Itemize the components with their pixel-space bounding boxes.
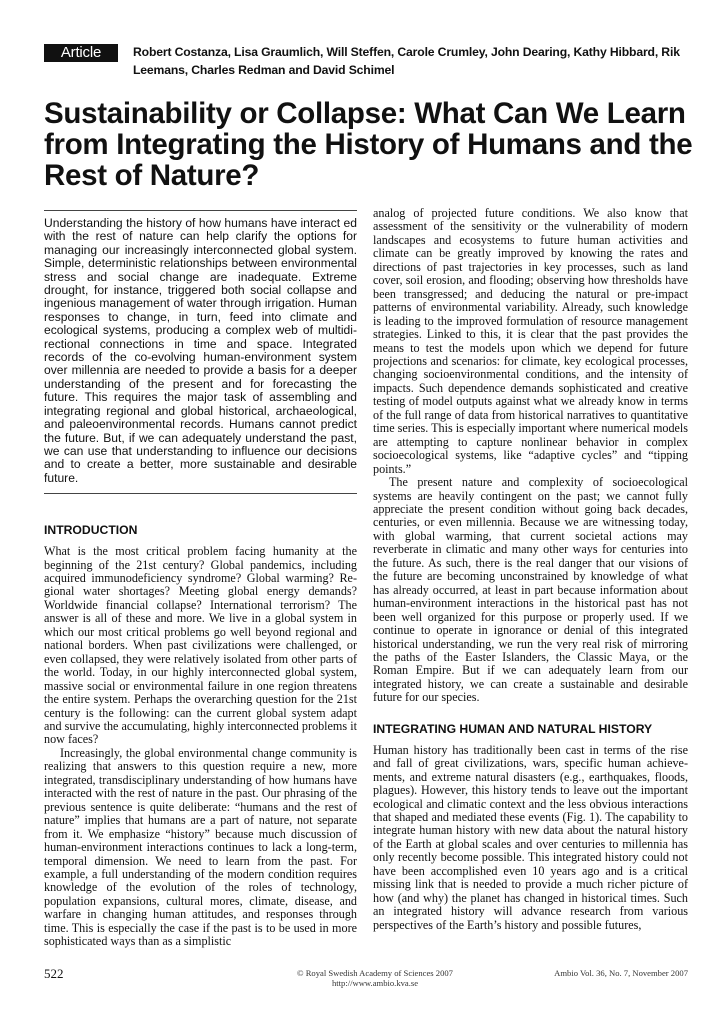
page-number: 522 [44, 966, 64, 981]
left-column [44, 210, 357, 949]
journal-url[interactable]: http://www.ambio.kva.se [331, 978, 419, 988]
journal-citation: Ambio Vol. 36, No. 7, November 2007 [554, 968, 688, 978]
section-heading-integrating: INTEGRATING HUMAN AND NATURAL HISTORY [373, 721, 653, 736]
article-type-badge: Article [44, 44, 118, 62]
footer-copyright-block [270, 968, 480, 988]
abstract: Understanding the history of how humans have interact ed with the rest of nature can help clarify the options for managing our increasingly interconnected global system. Simple, deterministic relationships between environmental stress and social change are inadequate. Extreme drought, for instance, triggered both social collapse and ingenious management of water through irrigation. Human responses to change, in turn, feed into climate and ecological systems, producing a complex web of multidirectional connections in time and space. Integrated records of the co-evolving human-environment system over millennia are needed to provide a basis for a deeper understanding of the present and for forecasting the future. This requires the major task of assembling and integrating regional and global historical, archaeological, and paleoenvironmental records. Humans cannot predict the future. But, if we can adequately understand the past, we can use that understanding to influence our decisions and to create a better, more sustainable and desirable future. [44, 216, 357, 485]
author-list: Robert Costanza, Lisa Graumlich, Will Steffen, Carole Crumley, John Dearing, Kathy Hibbard, Rik Leemans, Charles Redman and David Schimel [133, 45, 680, 77]
section-heading-introduction: INTRODUCTION [44, 523, 138, 538]
article-title: Sustainability or Collapse: What Can We Learn from Integrating the History of Humans and the Rest of Nature? [44, 97, 693, 192]
introduction-paragraph-1: What is the most critical problem facing humanity at the beginning of the 21st century? Global pandemics, including acquired immunodeficiency syndrome? Global warming? Regional water shortages? Meeting global energy demands? Worldwide financial collapse? International terrorism? The answer is all of these and more. We live in a global system in which our most critical problems go well beyond regional and national borders. When past civilizations were challenged, or even collapsed, they were relatively isolated from other parts of the world. Today, in our highly interconnected global system, massive social or environmental failure in one region threatens the entire system. Perhaps the overarching question for the 21st century is the following: can the current global system adapt and survive the accumulating, highly interconnected problems it now faces? [44, 544, 357, 747]
right-column [373, 207, 688, 932]
introduction-paragraph-2: Increasingly, the global environmental change community is realizing that answers to this question require a new, more integrated, transdisciplinary understanding of how humans have interacted with the rest of nature in the past. Our phrasing of the previous sentence is quite deliberate: “humans and the rest of nature” implies that humans are a part of nature, not separate from it. We emphasize “history” because much discussion of human-environment interactions continues to lack a long-term, temporal dimension. We need to learn from the past. For example, a full understanding of the modern condition requires knowledge of the evolution of the roles of technology, population expansions, cultural mores, climate, disease, and warfare in changing human attitudes, and responses through time. This is especially the case if the past is to be used in more sophisticated ways than as a simplistic [44, 745, 357, 949]
abstract-top-rule [44, 210, 357, 211]
introduction-paragraph-3: The present nature and complexity of socioecological systems are heavily contingent on the past; we cannot fully appreciate the present condition without going back decades, centuries, or even millennia. Because we are witnessing today, with global warming, that current societal actions may reverberate in climatic and many other ways for centuries into the future. As such, there is the real danger that our visions of the future are becoming unconstrained by knowledge of what has already occurred, at least in part because information about human-environment interactions in the historical past has not been well organized for this purpose or properly used. If we continue to operate in ignorance or denial of this integrated historical understanding, we run the very real risk of mirroring the paths of the Easter Islanders, the Classic Maya, or the Roman Empire. But if we can adequately learn from our integrated history, we can create a sustainable and desirable future for our species. [373, 475, 688, 705]
integrating-paragraph-1: Human history has traditionally been cast in terms of the rise and fall of great civilizations, wars, specific human achievements, and extreme natural disasters (e.g., earthquakes, floods, plagues). However, this history tends to leave out the important ecological and climatic context and the less obvious interactions that shaped and mediated these events (Fig. 1). The capability to integrate human history with new data about the natural history of the Earth at global scales and over centuries to millennia has only recently become possible. This integrated history could not have been accomplished even 10 years ago and is a critical missing link that is needed to provide a much richer picture of how (and why) the planet has changed in historical times. Such an integrated history will advance research from various perspectives of the Earth’s history and possible futures, [373, 742, 688, 932]
introduction-paragraph-2-continued: analog of projected future conditions. We also know that assessment of the sensitivity or the vulnerability of modern landscapes and ecosystems to future human activities and climate can be greatly improved by knowing the rates and directions of past trajectories in key processes, such as land cover, soil erosion, and flooding; observing how thresholds have been transgressed; and deducing the natural or pre-impact patterns of environmental variability. Already, such knowledge is leading to the improved formulation of resource management strategies. Linked to this, it is clear that the past provides the means to test the models upon which we depend for future projections and scenarios: for climate, key ecological processes, changing socioenvironmental conditions, and the intensity of impacts. Such dependence demands sophisticated and creative testing of model outputs against what we already know in terms of the full range of data from historical narratives to quantitative time series. This is especially important where numerical models are attempting to capture nonlinear behavior in complex socioecological systems, like “adaptive cycles” and “tipping points.” [373, 206, 689, 476]
abstract-bottom-rule [44, 493, 357, 494]
copyright-notice: © Royal Swedish Academy of Sciences 2007 [297, 968, 453, 978]
